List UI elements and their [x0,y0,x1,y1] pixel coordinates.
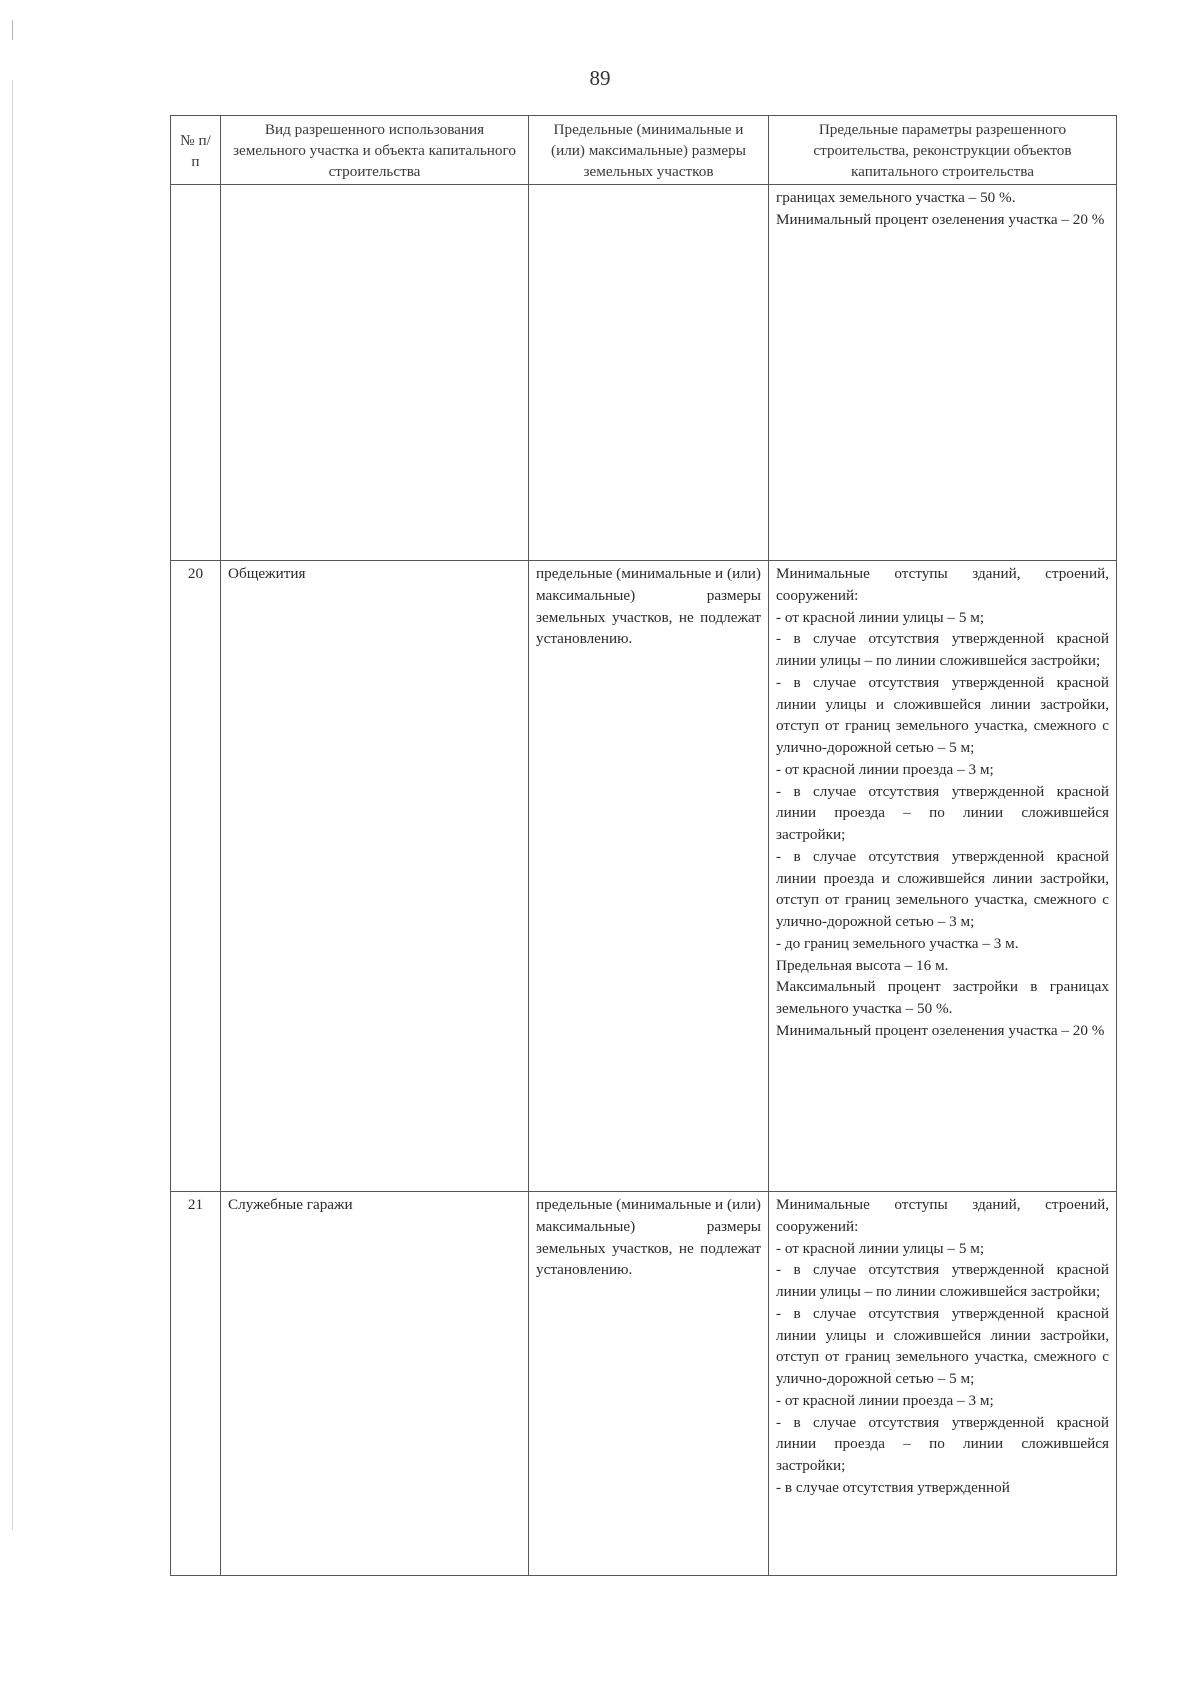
header-plot-size: Предельные (минимальные и (или) максимальные) размеры земельных участков [529,116,769,185]
cell-use-kind: Служебные гаражи [221,1192,529,1576]
cell-plot-size [529,185,769,561]
table-row [171,1192,1117,1576]
cell-use-kind: Общежития [221,561,529,1192]
cell-number: 21 [171,1192,221,1576]
cell-plot-size: предельные (минимальные и (или) максимальные) размеры земельных участков, не подлежат установлению. [529,1192,769,1576]
cell-build-params [769,1192,1117,1576]
zoning-parameters-table [170,115,1117,1576]
header-number: № п/п [171,116,221,185]
cell-build-params [769,561,1117,1192]
build-params-text: Минимальные отступы зданий, строений, сооружений: - от красной линии улицы – 5 м; - в случае отсутствия утвержденной красной линии улицы – по линии сложившейся застройки; - в случае отсутствия утвержденной красной линии улицы и сложившейся линии застройки, отступ от границ земельного участка, смежного с улично-дорожной сетью – 5 м; - от красной линии проезда – 3 м; - в случае отсутствия утвержденной красной линии проезда – по линии сложившейся застройки; - в случае отсутствия утвержденной [776,1196,1109,1496]
cell-use-kind [221,185,529,561]
cell-number: 20 [171,561,221,1192]
table-row-continuation [171,185,1117,561]
build-params-text: границах земельного участка – 50 %. Минимальный процент озеленения участка – 20 % [776,189,1105,228]
scan-edge-mark [12,80,13,1530]
table-header-row [171,116,1117,185]
page-number: 89 [589,66,611,90]
scan-edge-mark [12,20,13,40]
cell-build-params [769,185,1117,561]
cell-number [171,185,221,561]
cell-plot-size: предельные (минимальные и (или) максимальные) размеры земельных участков, не подлежат установлению. [529,561,769,1192]
header-build-params: Предельные параметры разрешенного строительства, реконструкции объектов капитального строительства [769,116,1117,185]
header-use-kind: Вид разрешенного использования земельного участка и объекта капитального строительства [221,116,529,185]
build-params-text: Минимальные отступы зданий, строений, сооружений: - от красной линии улицы – 5 м; - в случае отсутствия утвержденной красной линии улицы – по линии сложившейся застройки; - в случае отсутствия утвержденной красной линии улицы и сложившейся линии застройки, отступ от границ земельного участка, смежного с улично-дорожной сетью – 5 м; - от красной линии проезда – 3 м; - в случае отсутствия утвержденной красной линии проезда – по линии сложившейся застройки; - в случае отсутствия утвержденной красной линии проезда и сложившейся линии застройки, отступ от границ земельного участка, смежного с улично-дорожной сетью – 3 м; - до границ земельного участка – 3 м. Предельная высота – 16 м. Максимальный процент застройки в границах земельного участка – 50 %. Минимальный процент озеленения участка – 20 % [776,565,1109,1039]
table-row [171,561,1117,1192]
